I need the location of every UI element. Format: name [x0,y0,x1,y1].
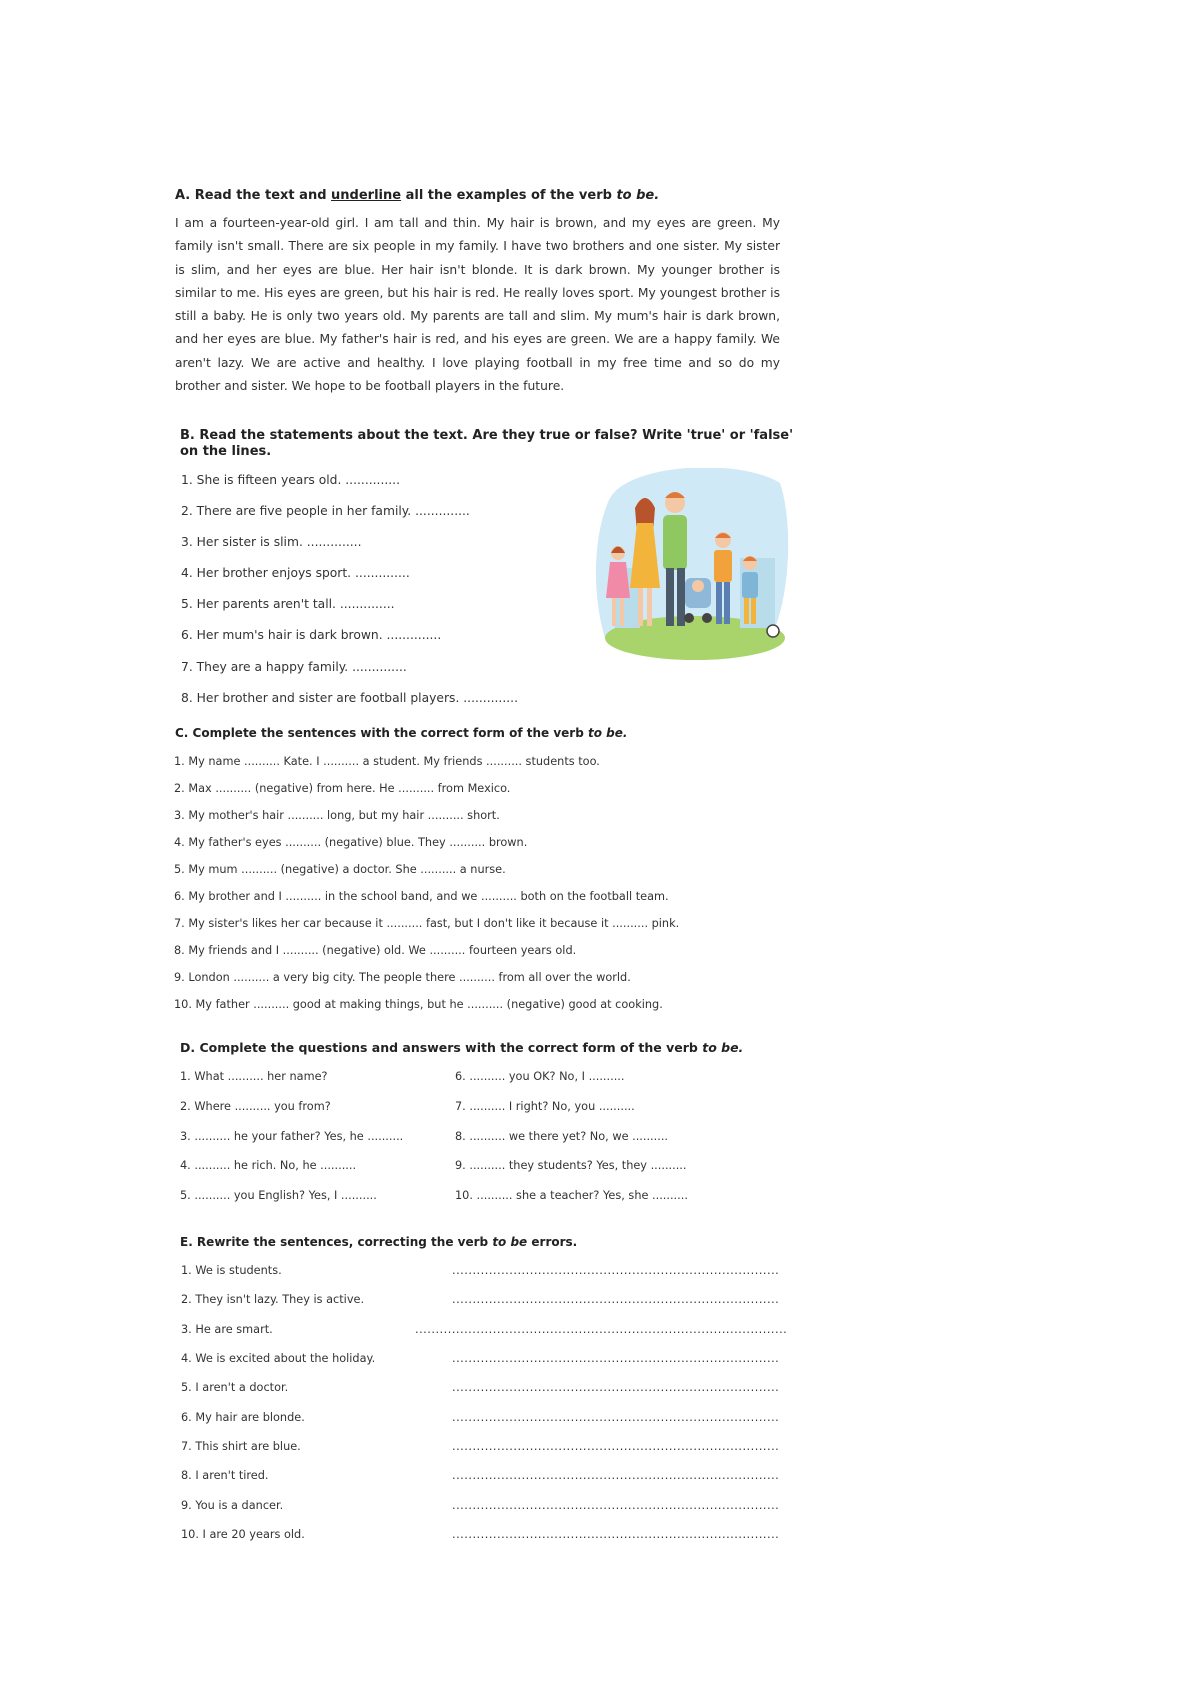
answer-line[interactable]: ................................................................................ [452,1469,780,1482]
section-d-heading [180,1040,743,1055]
list-item: 5. My mum .......... (negative) a doctor. She .......... a nurse. [174,863,506,876]
list-item: 3. My mother's hair .......... long, but my hair .......... short. [174,809,500,822]
list-item: 10. .......... she a teacher? Yes, she .......... [455,1189,688,1202]
list-item: 1. We is students. [181,1264,282,1277]
answer-line[interactable]: ................................................................................ [452,1440,780,1453]
section-a-heading-italic: to be. [616,188,660,203]
list-item: 9. You is a dancer. [181,1499,284,1512]
list-item: 4. My father's eyes .......... (negative) blue. They .......... brown. [174,836,528,849]
list-item: 10. My father .......... good at making things, but he .......... (negative) good at cooking. [174,998,663,1011]
list-item: 7. .......... I right? No, you .......... [455,1100,635,1113]
list-item: 6. .......... you OK? No, I .......... [455,1070,625,1083]
list-item: 6. Her mum's hair is dark brown. .............. [181,628,442,642]
section-b-heading-line2: on the lines. [180,444,272,459]
list-item: 3. .......... he your father? Yes, he .......... [180,1130,404,1143]
answer-line[interactable]: ................................................................................ [452,1264,780,1277]
list-item: 7. They are a happy family. .............. [181,660,407,674]
section-b-heading [180,428,793,460]
list-item: 8. .......... we there yet? No, we .......... [455,1130,669,1143]
answer-line[interactable]: ................................................................................ [452,1411,780,1424]
list-item: 5. .......... you English? Yes, I .......... [180,1189,377,1202]
list-item: 2. There are five people in her family. .............. [181,504,470,518]
section-a-heading-pre: A. Read the text and [175,188,332,203]
answer-line[interactable]: ................................................................................ [452,1528,780,1541]
list-item: 6. My hair are blonde. [181,1411,305,1424]
section-b-heading-line1: B. Read the statements about the text. Are they true or false? Write 'true' or 'false' [180,428,794,443]
list-item: 5. I aren't a doctor. [181,1381,289,1394]
list-item: 1. She is fifteen years old. .............. [181,473,400,487]
section-d-heading-pre: D. Complete the questions and answers with the correct form of the verb [180,1040,703,1055]
list-item: 8. I aren't tired. [181,1469,269,1482]
answer-line[interactable]: ................................................................................ [452,1381,780,1394]
section-c-heading-italic: to be. [587,726,628,740]
section-e-heading-post: errors. [527,1235,578,1249]
family-illustration [590,468,790,660]
list-item: 8. My friends and I .......... (negative) old. We .......... fourteen years old. [174,944,577,957]
section-c-heading-pre: C. Complete the sentences with the correct form of the verb [175,726,588,740]
list-item: 10. I are 20 years old. [181,1528,305,1541]
section-e-heading-italic: to be [492,1235,528,1249]
list-item: 2. Where .......... you from? [180,1100,331,1113]
list-item: 4. Her brother enjoys sport. .............. [181,566,410,580]
list-item: 2. Max .......... (negative) from here. He .......... from Mexico. [174,782,511,795]
section-a-heading-underline: underline [331,188,402,203]
list-item: 3. He are smart. [181,1323,273,1336]
football-icon [767,625,779,637]
answer-line[interactable]: ................................................................................ [452,1499,780,1512]
section-a-heading-mid: all the examples of the verb [401,188,617,203]
list-item: 1. What .......... her name? [180,1070,328,1083]
list-item: 8. Her brother and sister are football players. .............. [181,691,518,705]
section-e-heading [180,1235,577,1249]
list-item: 2. They isn't lazy. They is active. [181,1293,365,1306]
list-item: 4. We is excited about the holiday. [181,1352,376,1365]
section-e-heading-pre: E. Rewrite the sentences, correcting the verb [180,1235,493,1249]
answer-line[interactable]: ................................................................................ [452,1352,780,1365]
section-c-heading [175,726,627,740]
section-a-heading [175,188,659,203]
list-item: 3. Her sister is slim. .............. [181,535,362,549]
list-item: 4. .......... he rich. No, he .......... [180,1159,357,1172]
answer-line[interactable]: ........................................................................................... [415,1323,788,1336]
list-item: 6. My brother and I .......... in the school band, and we .......... both on the football team. [174,890,669,903]
answer-line[interactable]: ................................................................................ [452,1293,780,1306]
list-item: 7. My sister's likes her car because it .......... fast, but I don't like it because it .......... pink. [174,917,680,930]
list-item: 9. London .......... a very big city. The people there .......... from all over the world. [174,971,631,984]
section-a-text: I am a fourteen-year-old girl. I am tall and thin. My hair is brown, and my eyes are green. My family isn't small. There are six people in my family. I have two brothers and one sister. My sister is slim, and her eyes are blue. Her hair isn't blonde. It is dark brown. My younger brother is similar to me. His eyes are green, but his hair is red. He really loves sport. My youngest brother is still a baby. He is only two years old. My parents are tall and slim. My mum's hair is dark brown, and her eyes are blue. My father's hair is red, and his eyes are green. We are a happy family. We aren't lazy. We are active and healthy. I love playing football in my free time and so do my brother and sister. We hope to be football players in the future. [175,216,780,394]
list-item: 1. My name .......... Kate. I .......... a student. My friends .......... students too. [174,755,600,768]
list-item: 7. This shirt are blue. [181,1440,301,1453]
list-item: 5. Her parents aren't tall. .............. [181,597,395,611]
list-item: 9. .......... they students? Yes, they .......... [455,1159,687,1172]
section-d-heading-italic: to be. [702,1040,744,1055]
